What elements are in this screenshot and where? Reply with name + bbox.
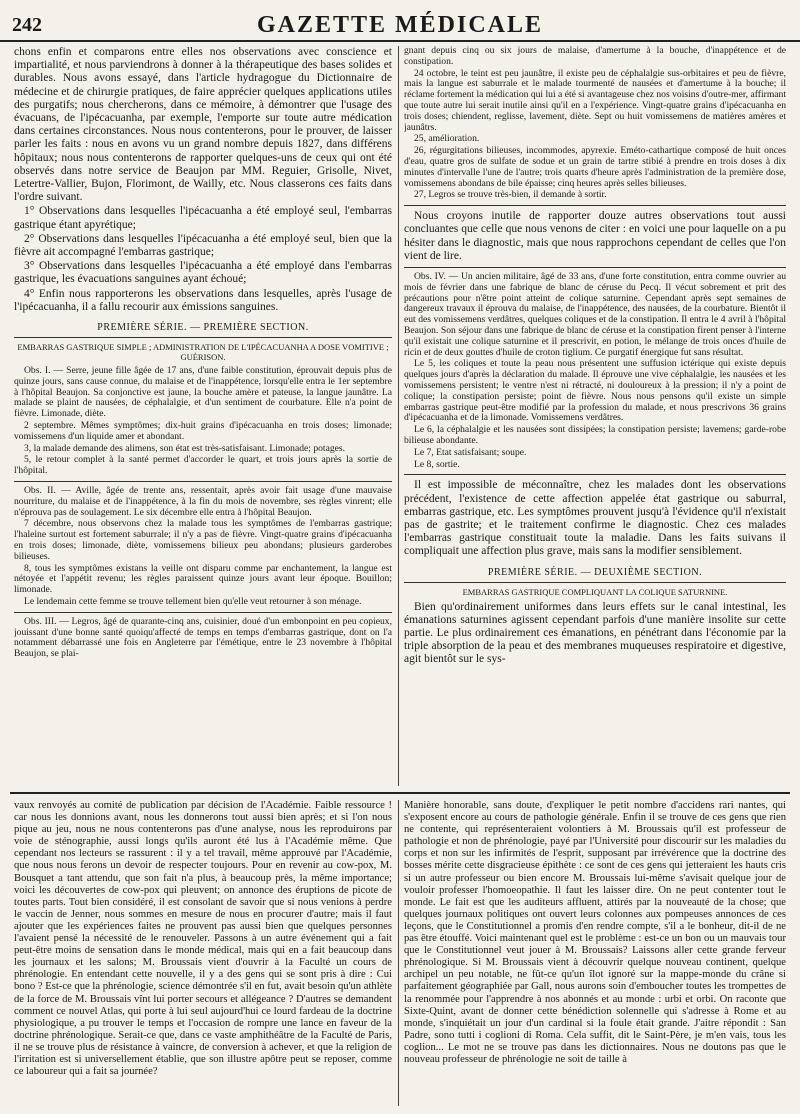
observation-paragraph: gnant depuis cinq ou six jours de malaise, d'amertume à la bouche, d'inappétence et de constipation. [404, 46, 786, 67]
observation-paragraph: 26, régurgitations bilieuses, incommodes, apyrexie. Eméto-cathartique composé de huit onces d'eau, quatre gros de sulfate de sodue et un grain de tartre stibié à prendre en trois doses à dix minutes d'intervalle l'une de l'autre; trois quarts d'heure après l'administration de la première dose, vomissemens abondans de bile épaisse; cinq heures après selles bilieuses. [404, 145, 786, 189]
observation-4-text [404, 272, 786, 470]
observation-paragraph: 2 septembre. Mêmes symptômes; dix-huit grains d'ipécacuanha en trois doses; limonade; vomissemens d'un liquide amer et abondant. [14, 420, 392, 442]
observation-paragraph: Le 8, sortie. [414, 458, 460, 470]
observation-rule [404, 205, 786, 206]
intro-item-1: 1° Observations dans lesquelles l'ipécacuanha a été employé seul, l'embarras gastrique étant apyrétique; [14, 205, 392, 231]
observation-paragraph: Obs. I. — Serre, jeune fille âgée de 17 ans, d'une faible constitution, éprouvait depuis plus de quinze jours, sans cause connue, du malaise et de l'inappétence, lorsqu'elle entra le 1er septembre à l'hôpital Beaujon. Sa conjonctive est jaune, la bouche amère et pateuse, la langue jaunâtre. La malade se plaint de nausées, de céphalalgie, et d'un sentiment de courbature. Elle n'a point de fièvre. Limonade, diète. [14, 365, 392, 420]
observation-paragraph: 8, tous les symptômes existans la veille ont disparu comme par enchantement, la langue est nétoyée et l'appétit revenu; les règles paraissent quinze jours avant leur époque. Bouillon; limonade. [14, 562, 392, 596]
observation-paragraph: Le 6, la céphalalgie et les nausées sont dissipées; la constipation persiste; lavemens; garde-robe bilieuse abondante. [404, 424, 786, 446]
feuilleton-left [14, 800, 392, 1106]
left-column [14, 46, 392, 786]
section-heading: PREMIÈRE SÉRIE. — PREMIÈRE SECTION. [97, 322, 309, 334]
section-subheading: EMBARRAS GASTRIQUE SIMPLE ; ADMINISTRATION DE L'IPÉCACUANHA A DOSE VOMITIVE ; GUÉRISON. [17, 342, 389, 363]
column-divider [398, 46, 399, 786]
section-rule [14, 337, 392, 338]
lead-paragraph: Bien qu'ordinairement uniformes dans leurs effets sur le canal intestinal, les émanations saturnines agissent cependant parfois d'une manière insolite sur cette partie. Le plus ordinairement ces émanations, en pénétrant dans l'économie par la triple absorption de la peau et des membranes muqueuses respiratoire et digestive, agit bientôt sur le sys- [404, 600, 786, 666]
observation-rule [404, 474, 786, 475]
intro-paragraph: chons enfin et comparons entre elles nos observations avec conscience et impartialité, et nous parviendrons à donner à la thérapeutique des bases solides et durables. Nous avons essayé, dans l'article hydragogue du Dictionnaire de médecine et de chirurgie pratiques, de faire apprécier quelques applications utiles des purgatifs; nous chercherons, dans ce mémoire, à démontrer que l'usage des évacuans, de l'ipécacuanha, par exemple, l'emporte sur toute autre médication dans certaines circonstances. Nous nous contenterons, pour le prouver, de laisser parler les faits : nous en avons vu un grand nombre depuis 1827, dans différens hôpitaux; nous nous contenterons de rapporter quelques-uns de ceux qui ont été observés dans notre service de Beaujon par MM. Reguier, Grisolle, Nivet, Letertre-Vallier, Bujon, Florimont, de Wailly, etc. Nous classerons ces faits dans l'ordre suivant. [14, 46, 392, 204]
intro-text [14, 46, 392, 314]
observation-paragraph: 3, la malade demande des alimens, son état est très-satisfaisant. Limonade; potages. [24, 442, 346, 454]
feuilleton-column-divider [398, 800, 399, 1106]
intro-item-3: 3° Observations dans lesquelles l'ipécacuanha a été employé dans l'embarras gastrique, les évacuations sanguines ayant échoué; [14, 260, 392, 286]
lead-paragraph: Il est impossible de méconnaître, chez les malades dont les observations précédent, l'existence de cette affection appelée état gastrique ou saburral, embarras gastrique, etc. Les symptômes prouvent jusqu'à l'évidence qu'il n'existait pas de gastrite; et le traitement confirme le diagnostic. Chez ces malades l'embarras gastrique constituait toute la maladie. Dans les faits suivans il compliquait une affection plus grave, mais sans la modifier sensiblement. [404, 479, 786, 558]
page-header [0, 0, 800, 42]
observation-paragraph: 27, Legros se trouve très-bien, il demande à sortir. [414, 189, 607, 201]
intro-item-2: 2° Observations dans lesquelles l'ipécacuanha a été employé seul, bien que la fièvre ait accompagné l'embarras gastrique; [14, 232, 392, 259]
lead-paragraph: Nous croyons inutile de rapporter douze autres observations tout aussi concluantes que celle que nous venons de citer : en voici une pour laquelle on a pu hésiter dans le diagnostic, mais que nous rapprochons cependant de celles que l'on vient de lire. [404, 210, 786, 262]
observation-paragraph: Obs. III. — Legros, âgé de quarante-cinq ans, cuisinier, doué d'un embonpoint en peu copieux, jouissant d'une bonne santé quoiqu'affecté de temps en temps d'embarras gastrique, dont on l'a notamment débarrassé une fois en Angleterre par l'émétique, entre le 23 novembre à l'hôpital Beaujon, se plai- [14, 615, 392, 660]
journal-title: GAZETTE MÉDICALE [256, 12, 544, 38]
page-number: 242 [12, 14, 42, 36]
observation-paragraph: Le lendemain cette femme se trouve tellement bien qu'elle veut retourner à son ménage. [24, 596, 362, 607]
feuilleton-divider [10, 792, 790, 794]
section-subheading: EMBARRAS GASTRIQUE COMPLIQUANT LA COLIQUE SATURNINE. [462, 586, 728, 597]
observation-continuation [404, 46, 786, 201]
observation-paragraph: Le 5, les coliques et toute la peau nous présentent une suffusion ictérique qui existe depuis quelques jours d'après la déclaration du malade. Il éprouve une vive céphalalgie, les nausées et les vomissemens persistent; le ventre n'est ni rétracté, ni douloureux à la pression; il n'y a point de colique; la constipation persiste; point de fièvre. Nous nous pensons qu'il existe un simple embarras gastrique peut-être modifié par la profession du malade, et nous prescrivons 36 grains d'ipécacuanha et de la limonade. Vomissemens verdâtres. [404, 358, 786, 424]
intro-item-4: 4° Enfin nous rapporterons les observations dans lesquelles, après l'usage de l'ipécacuanha, il a fallu recourir aux émissions sanguines. [14, 287, 392, 313]
section-rule [404, 582, 786, 583]
feuilleton-right [404, 800, 786, 1106]
observation-rule [14, 481, 392, 482]
feuilleton-text: vaux renvoyés au comité de publication par décision de l'Académie. Faible ressource ! car nous les donnions avant, nous les donnerons tout aussi bien après; et si l'on nous pique au jeu, nous ne nous contenterons pas d'une analyse, nous les reproduirons par voie de sténographie, aussi longs qu'ils auront été lus à l'Académie même. Que cependant nos lecteurs se rassurent : il y a tel travail, même approuvé par l'Académie, que nous nous ferons un devoir de respecter toujours. Pour en revenir au cow-pox, M. Bousquet a tant attendu, que son fait n'a plus, à beaucoup près, la même importance; voici les découvertes de cow-pox qui pleuvent; on annonce des éruptions de picote de toutes parts. Tout bien considéré, il est consolant de savoir que si nous venions à perdre le vaccin de Jenner, nous sommes en mesure de nous en procurer d'autre; mais il faut ajouter que les expériences faites ne prouvent pas aussi bien que quelques personnes l'avaient pensé la nécessité de le renouveler. Passons à un autre événement qui a fait peut-être moins de sensation dans le monde médical, mais qui en a fait beaucoup dans les journaux et les salons; M. Broussais vient d'ouvrir à la Faculté un cours de phrénologie. En entendant cette nouvelle, il y a des gens qui se sont pris à dire : Cui bono ? Est-ce que la phrénologie, science démontrée s'il en fut, avait besoin qu'un athlète de la force de M. Broussais vînt lui porter secours et allégeance ? D'autres se demandent comment ce nouvel Atlas, qui porte à lui seul aujourd'hui ce lourd fardeau de la doctrine physiologique, a pu trouver le temps et l'occasion de rompre une lance en faveur de la doctrine phrénologique. Serait-ce que, dans ce vaste amphithéâtre de la Faculté de Paris, il ne se trouve plus de résistance à vaincre, de conversion à achever, et que la religion de l'irritation est si universellement établie, que son illustre apôtre peut se reposer, comme ce laboureur qui a fait sa journée? [14, 800, 392, 1078]
observation-paragraph: Le 7, Etat satisfaisant; soupe. [414, 446, 527, 458]
section-heading: PREMIÈRE SÉRIE. — DEUXIÈME SECTION. [487, 566, 703, 578]
right-column [404, 46, 786, 786]
observation-paragraph: Obs. II. — Aville, âgée de trente ans, ressentait, après avoir fait usage d'une mauvaise nourriture, du malaise et de l'inappétence, à la fin du mois de novembre, ses règles vinrent; elle n'éprouva pas de soulagement. Le six décembre elle entra à l'hôpital Beaujon. [14, 485, 392, 518]
observation-rule [14, 612, 392, 613]
observation-paragraph: 7 décembre, nous observons chez la malade tous les symptômes de l'embarras gastrique; l'haleine surtout est fortement saburrale; il n'y a pas de fièvre. Vingt-quatre grains d'ipécacuanha en trois doses; limonade, diète, vomissemens bilieux peu abondans; plusieurs garderobes bilieuses. [14, 518, 392, 562]
observation-rule [404, 267, 786, 268]
observations-text [14, 366, 392, 660]
feuilleton-text: Manière honorable, sans doute, d'expliquer le petit nombre d'accidens rari nantes, qui s'exposent encore au cours de pathologie générale. Enfin il se trouve de ces gens que rien ne contente, qui représenteraient volontiers à M. Broussais qu'il est professeur de pathologie et non de phrénologie, payé par l'Université pour discourir sur les maladies du corps et non sur les infirmités de l'esprit, supposant par irrévérence que la doctrine des bosses mérite cette disgracieuse épithète : ce sont de ces gens qui jetteraient les hauts cris si un autre professeur ou bien encore M. Broussais lui-même s'avisait quelque jour de vouloir professer l'homoeopathie. Il faut les laisser dire. On ne peut contenter tout le monde. Le fait est que les auditeurs affluent, attirés par la nouveauté de la chose; que quelques journaux politiques ont ouvert leurs colonnes aux pompeuses annonces de ces leçons, que le Constitutionnel a promis d'en rendre compte, s'il a le bonheur, dit-il de ne pas être étouffé. Voici maintenant quel est le problème : est-ce un bon ou un mauvais tour que le Constitutionnel veut jouer à M. Broussais? Laissons aller cette grande ferveur phrénologique. Si M. Broussais vient à découvrir quelque nouveau continent, quelque archipel un peu notable, ne fût-ce qu'un îlot ignoré sur la mappe-monde du crâne si parfaitement géographiée par Gall, nous aurons soin d'emboucher toutes les trompettes de la renommée pour l'apprendre à nos abonnés et au monde : urbi et orbi. On raconte que Sixte-Quint, avant de donner cette bénédiction solennelle qui s'adresse à Rome et au monde, s'inquiétait un jour d'un cardinal si la foule était grande. J'aitre répondit : San Padre, sono tutti i coglioni di Roma. Cela suffit, dit le Saint-Père, je m'en vais, tous les coglion... Le mot ne se trouve pas dans les dictionnaires. Nous ne doutons pas que le nouveau professeur de phrénologie ne soit de taille à [404, 800, 786, 1065]
observation-paragraph: Obs. IV. — Un ancien militaire, âgé de 33 ans, d'une forte constitution, entra comme ouvrier au mois de février dans une fabrique de blanc de céruse du Pecq. Il vécut sobrement et prit des précautions pour n'être point atteint de colique saturnine. Cependant après sept semaines de dangereux travaux il éprouva du malaise, de l'inappétence, des nausées, de la courbature. Bientôt il eut des vomissemens verdâtres, quelques coliques et de la constipation. Il entra le 4 avril à l'hôpital Beaujon. Son séjour dans une fabrique de blanc de céruse et la constipation firent penser à l'interne qu'il existait une colique saturnine et il prescrivit, en potion, le mélange de trois onces d'huile de ricin et de deux gouttes d'huile de croton tiglium. Ce purgatif énergique fut sans résultat. [404, 270, 786, 358]
observation-paragraph: 5, le retour complet à la santé permet d'accorder le quart, et trois jours après la sortie de l'hôpital. [14, 454, 392, 477]
observation-paragraph: 24 octobre, le teint est peu jaunâtre, il existe peu de céphalalgie sus-orbitaires et peu de fièvre, mais la langue est saburrale et le malade tourmenté de nausées et d'amertume à la bouche; il réclame fortement la médication qui lui a été si avantageuse chez nos voisins d'outre-mer, affirmant que toute autre lui serait inutile ainsi qu'il en a l'expérience. Vingt-quatre grains d'ipécacuanha en trois doses; chiendent, reglisse, lavement, diète. Sept ou huit vomissemens de matières amères et jaunâtrs. [404, 67, 786, 133]
observation-paragraph: 25, amélioration. [414, 133, 480, 145]
